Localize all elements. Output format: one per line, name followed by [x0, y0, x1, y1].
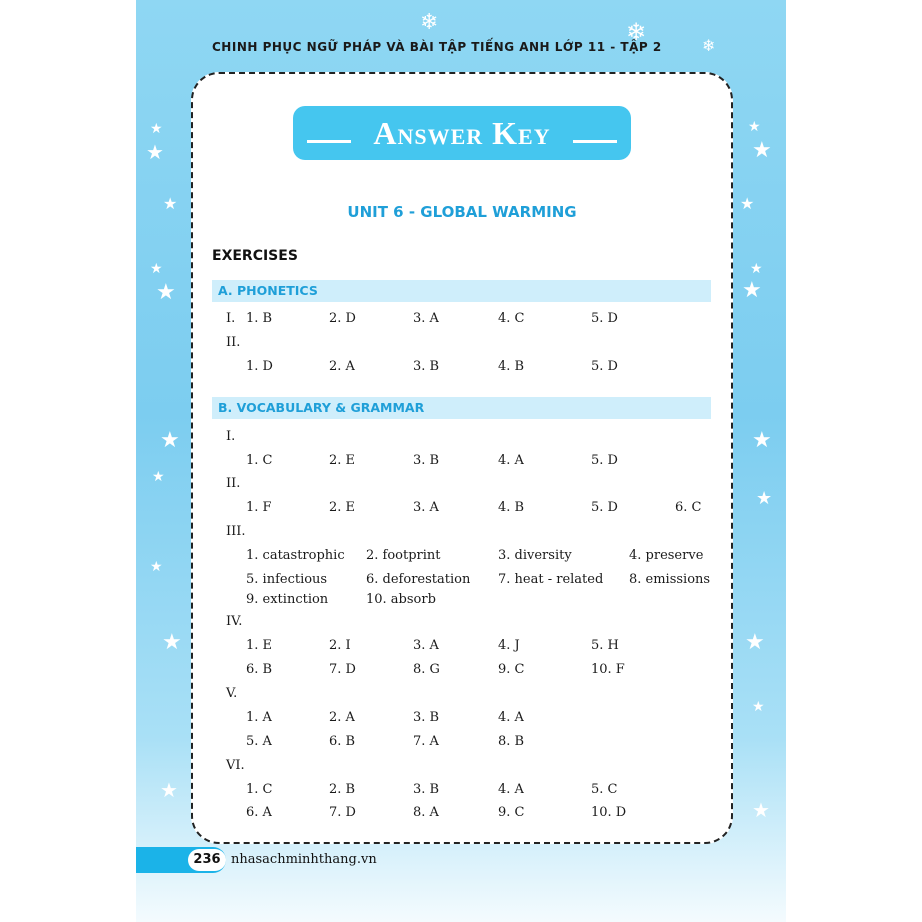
answer: 7. D: [329, 662, 356, 677]
star-icon: ★: [163, 194, 178, 213]
star-icon: ★: [156, 280, 176, 305]
answer: 2. I: [329, 638, 351, 653]
star-icon: ★: [748, 119, 761, 135]
section-b-title: B. VOCABULARY & GRAMMAR: [218, 400, 425, 415]
unit-title: UNIT 6 - GLOBAL WARMING: [347, 203, 577, 221]
answer: 5. C: [591, 782, 618, 797]
answer: 2. B: [329, 782, 356, 797]
answer: 3. B: [413, 359, 440, 374]
answer: 1. D: [246, 359, 273, 374]
star-icon: ★: [740, 194, 755, 213]
answer: 7. A: [413, 734, 439, 749]
answer: 7. D: [329, 805, 356, 820]
star-icon: ★: [160, 428, 180, 453]
answer: 4. A: [498, 453, 524, 468]
page-number: 236: [188, 849, 226, 871]
star-icon: ★: [745, 630, 765, 655]
answer: 2. A: [329, 710, 355, 725]
answer: 4. A: [498, 710, 524, 725]
answer-label: V.: [226, 686, 238, 701]
section-b-bar: [212, 397, 711, 419]
answer-label: II.: [226, 476, 241, 491]
answer: 1. C: [246, 782, 273, 797]
answer: 1. F: [246, 500, 272, 515]
answer-label: VI.: [226, 758, 245, 773]
answer: 4. B: [498, 500, 525, 515]
answer: 3. A: [413, 638, 439, 653]
answer: 1. C: [246, 453, 273, 468]
answer: 5. H: [591, 638, 619, 653]
answer: 8. A: [413, 805, 439, 820]
answer: 2. A: [329, 359, 355, 374]
answer: 10. absorb: [366, 592, 436, 607]
answer: 4. C: [498, 311, 525, 326]
banner-line-right: [573, 140, 617, 143]
answer: 1. A: [246, 710, 272, 725]
book-header-title: CHINH PHỤC NGỮ PHÁP VÀ BÀI TẬP TIẾNG ANH LỚP 11 - TẬP 2: [212, 40, 662, 54]
star-icon: ★: [150, 121, 163, 137]
answer: 5. D: [591, 359, 618, 374]
answer: 3. diversity: [498, 548, 572, 563]
answer: 5. D: [591, 500, 618, 515]
answer: 2. E: [329, 500, 356, 515]
star-icon: ★: [752, 428, 772, 453]
star-icon: ★: [750, 261, 763, 277]
answer-label: I.: [226, 429, 236, 444]
answer: 4. preserve: [629, 548, 704, 563]
answer-key-banner: [293, 106, 631, 160]
publisher-website: nhasachminhthang.vn: [231, 852, 377, 867]
answer: 6. A: [246, 805, 272, 820]
star-icon: ★: [752, 138, 772, 163]
answer: 8. B: [498, 734, 525, 749]
exercises-heading: EXERCISES: [212, 248, 298, 264]
star-icon: ★: [742, 278, 762, 303]
star-icon: ★: [152, 469, 165, 485]
answer: 3. B: [413, 710, 440, 725]
section-a-title: A. PHONETICS: [218, 283, 318, 298]
answer: 5. A: [246, 734, 272, 749]
star-icon: ★: [752, 798, 770, 822]
answer: 2. E: [329, 453, 356, 468]
answer: 5. infectious: [246, 572, 328, 587]
star-icon: ★: [752, 699, 765, 715]
answer: 10. F: [591, 662, 625, 677]
answer: 4. B: [498, 359, 525, 374]
snowflake-icon: ❄: [702, 36, 716, 55]
answer: 9. C: [498, 805, 525, 820]
answer: 6. B: [329, 734, 356, 749]
star-icon: ★: [162, 630, 182, 655]
answer: 5. D: [591, 453, 618, 468]
answer: 6. C: [675, 500, 702, 515]
answer: 5. D: [591, 311, 618, 326]
star-icon: ★: [756, 488, 773, 509]
answer: 4. A: [498, 782, 524, 797]
answer: 8. emissions: [629, 572, 711, 587]
answer: 2. footprint: [366, 548, 441, 563]
answer-label: III.: [226, 524, 246, 539]
answer: 6. deforestation: [366, 572, 471, 587]
banner-title: Answer Key: [373, 115, 551, 151]
answer: 4. J: [498, 638, 520, 653]
answer: 3. A: [413, 311, 439, 326]
answer: 7. heat - related: [498, 572, 604, 587]
answer: 1. B: [246, 311, 273, 326]
answer: 10. D: [591, 805, 627, 820]
answer: 6. B: [246, 662, 273, 677]
star-icon: ★: [150, 261, 163, 277]
answer: 1. catastrophic: [246, 548, 345, 563]
section-a-bar: [212, 280, 711, 302]
star-icon: ★: [150, 559, 163, 575]
snowflake-icon: ❄: [626, 18, 647, 46]
answer: 3. A: [413, 500, 439, 515]
answer: 9. extinction: [246, 592, 329, 607]
answer: 3. B: [413, 453, 440, 468]
answer: 1. E: [246, 638, 273, 653]
answer: 8. G: [413, 662, 440, 677]
answer-label: II.: [226, 335, 241, 350]
answer: 9. C: [498, 662, 525, 677]
star-icon: ★: [146, 140, 164, 164]
answer: 2. D: [329, 311, 356, 326]
star-icon: ★: [160, 778, 178, 802]
answer-label: I.: [226, 311, 236, 326]
snowflake-icon: ❄: [420, 10, 439, 35]
answer: 3. B: [413, 782, 440, 797]
answer-label: IV.: [226, 614, 243, 629]
